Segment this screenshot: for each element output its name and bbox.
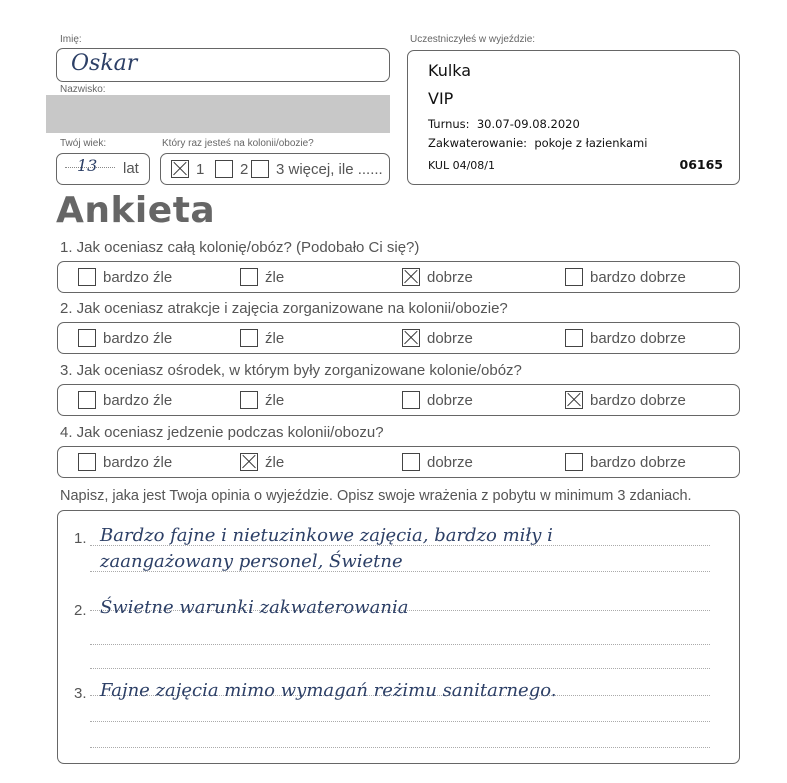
answer-option[interactable] bbox=[402, 447, 473, 477]
raz-1-option[interactable] bbox=[171, 154, 204, 184]
question-answer-row bbox=[57, 446, 740, 478]
opinion-number: 1. bbox=[74, 530, 87, 547]
opinion-prompt: Napisz, jaka jest Twoja opinia o wyjeździe. Opisz swoje wrażenia z pobytu w minimum 3 zdaniach. bbox=[60, 488, 692, 504]
question-text: 1. Jak oceniasz całą kolonię/obóz? (Podobało Ci się?) bbox=[60, 239, 420, 256]
answer-checkbox[interactable] bbox=[78, 268, 96, 286]
opinion-text: Bardzo fajne i nietuzinkowe zajęcia, bardzo miły i bbox=[100, 525, 553, 546]
wiek-value: 13 bbox=[77, 156, 98, 175]
question-text: 3. Jak oceniasz ośrodek, w którym były zorganizowane kolonie/obóz? bbox=[60, 362, 522, 379]
answer-checkbox[interactable] bbox=[240, 391, 258, 409]
answer-option[interactable] bbox=[78, 385, 172, 415]
answer-option[interactable] bbox=[402, 262, 473, 292]
raz-3-label: 3 więcej, ile ...... bbox=[276, 160, 383, 178]
raz-3-option[interactable] bbox=[251, 154, 383, 184]
zakw-value: pokoje z łazienkami bbox=[534, 136, 648, 150]
raz-1-checkbox[interactable] bbox=[171, 160, 189, 178]
answer-label: źle bbox=[265, 329, 285, 347]
answer-option[interactable] bbox=[240, 385, 284, 415]
answer-checkbox[interactable] bbox=[240, 268, 258, 286]
answer-label: dobrze bbox=[427, 329, 473, 347]
turnus-row bbox=[428, 117, 580, 131]
answer-checkbox[interactable] bbox=[565, 329, 583, 347]
opinion-number: 2. bbox=[74, 602, 87, 619]
turnus-label: Turnus: bbox=[428, 117, 470, 131]
answer-label: bardzo dobrze bbox=[590, 391, 686, 409]
answer-label: źle bbox=[265, 453, 285, 471]
answer-checkbox[interactable] bbox=[565, 391, 583, 409]
answer-label: bardzo dobrze bbox=[590, 268, 686, 286]
imie-label: Imię: bbox=[60, 34, 82, 45]
answer-option[interactable] bbox=[402, 323, 473, 353]
zakw-row bbox=[428, 136, 647, 150]
ktory-raz-field[interactable] bbox=[160, 153, 390, 185]
answer-option[interactable] bbox=[78, 447, 172, 477]
answer-label: źle bbox=[265, 268, 285, 286]
answer-checkbox[interactable] bbox=[78, 329, 96, 347]
answer-label: bardzo źle bbox=[103, 268, 173, 286]
answer-checkbox[interactable] bbox=[402, 453, 420, 471]
answer-checkbox[interactable] bbox=[240, 329, 258, 347]
nazwisko-label: Nazwisko: bbox=[60, 84, 106, 95]
answer-checkbox[interactable] bbox=[565, 268, 583, 286]
question-answer-row bbox=[57, 322, 740, 354]
trip-type: VIP bbox=[428, 89, 454, 108]
trip-number: 06165 bbox=[679, 157, 723, 172]
answer-checkbox[interactable] bbox=[402, 268, 420, 286]
answer-checkbox[interactable] bbox=[78, 453, 96, 471]
answer-option[interactable] bbox=[565, 262, 686, 292]
dotted-line bbox=[90, 644, 710, 645]
answer-label: bardzo źle bbox=[103, 391, 173, 409]
answer-label: dobrze bbox=[427, 268, 473, 286]
answer-checkbox[interactable] bbox=[565, 453, 583, 471]
question-answer-row bbox=[57, 384, 740, 416]
answer-label: dobrze bbox=[427, 391, 473, 409]
answer-label: bardzo dobrze bbox=[590, 453, 686, 471]
answer-option[interactable] bbox=[240, 447, 284, 477]
answer-label: bardzo źle bbox=[103, 329, 173, 347]
answer-option[interactable] bbox=[565, 323, 686, 353]
opinion-text-continued: zaangażowany personel, Świetne bbox=[100, 551, 403, 572]
question-answer-row bbox=[57, 261, 740, 293]
dotted-line bbox=[90, 668, 710, 669]
question-text: 2. Jak oceniasz atrakcje i zajęcia zorganizowane na kolonii/obozie? bbox=[60, 300, 508, 317]
raz-2-checkbox[interactable] bbox=[215, 160, 233, 178]
answer-checkbox[interactable] bbox=[240, 453, 258, 471]
opinion-number: 3. bbox=[74, 685, 87, 702]
answer-label: źle bbox=[265, 391, 285, 409]
raz-2-option[interactable] bbox=[215, 154, 248, 184]
imie-field[interactable] bbox=[56, 48, 390, 82]
answer-option[interactable] bbox=[78, 323, 172, 353]
trip-code: KUL 04/08/1 bbox=[428, 159, 495, 172]
question-text: 4. Jak oceniasz jedzenie podczas kolonii/obozu? bbox=[60, 424, 384, 441]
lat-label: lat bbox=[123, 160, 139, 177]
opinion-text: Fajne zajęcia mimo wymagań reżimu sanitarnego. bbox=[100, 680, 557, 701]
raz-1-label: 1 bbox=[196, 160, 205, 178]
answer-checkbox[interactable] bbox=[402, 329, 420, 347]
trip-info-box bbox=[407, 50, 740, 185]
raz-3-checkbox[interactable] bbox=[251, 160, 269, 178]
opinion-box[interactable] bbox=[57, 510, 740, 764]
dotted-line bbox=[90, 721, 710, 722]
answer-checkbox[interactable] bbox=[78, 391, 96, 409]
uczestniczyles-label: Uczestniczyłeś w wyjeździe: bbox=[410, 34, 536, 45]
raz-2-label: 2 bbox=[240, 160, 249, 178]
answer-option[interactable] bbox=[240, 323, 284, 353]
trip-name: Kulka bbox=[428, 61, 472, 80]
answer-label: bardzo źle bbox=[103, 453, 173, 471]
answer-label: dobrze bbox=[427, 453, 473, 471]
wiek-field[interactable] bbox=[56, 153, 150, 185]
imie-value: Oskar bbox=[71, 51, 138, 76]
turnus-value: 30.07-09.08.2020 bbox=[476, 117, 580, 131]
answer-option[interactable] bbox=[565, 385, 686, 415]
answer-checkbox[interactable] bbox=[402, 391, 420, 409]
wiek-label: Twój wiek: bbox=[60, 138, 107, 149]
answer-option[interactable] bbox=[78, 262, 172, 292]
opinion-text: Świetne warunki zakwaterowania bbox=[100, 597, 409, 618]
answer-label: bardzo dobrze bbox=[590, 329, 686, 347]
redacted-surname bbox=[46, 95, 390, 133]
ktory-raz-label: Który raz jesteś na kolonii/obozie? bbox=[162, 138, 314, 149]
page-title: Ankieta bbox=[56, 190, 216, 231]
zakw-label: Zakwaterowanie: bbox=[428, 136, 528, 150]
dotted-line bbox=[90, 747, 710, 748]
answer-option[interactable] bbox=[402, 385, 473, 415]
answer-option[interactable] bbox=[240, 262, 284, 292]
answer-option[interactable] bbox=[565, 447, 686, 477]
